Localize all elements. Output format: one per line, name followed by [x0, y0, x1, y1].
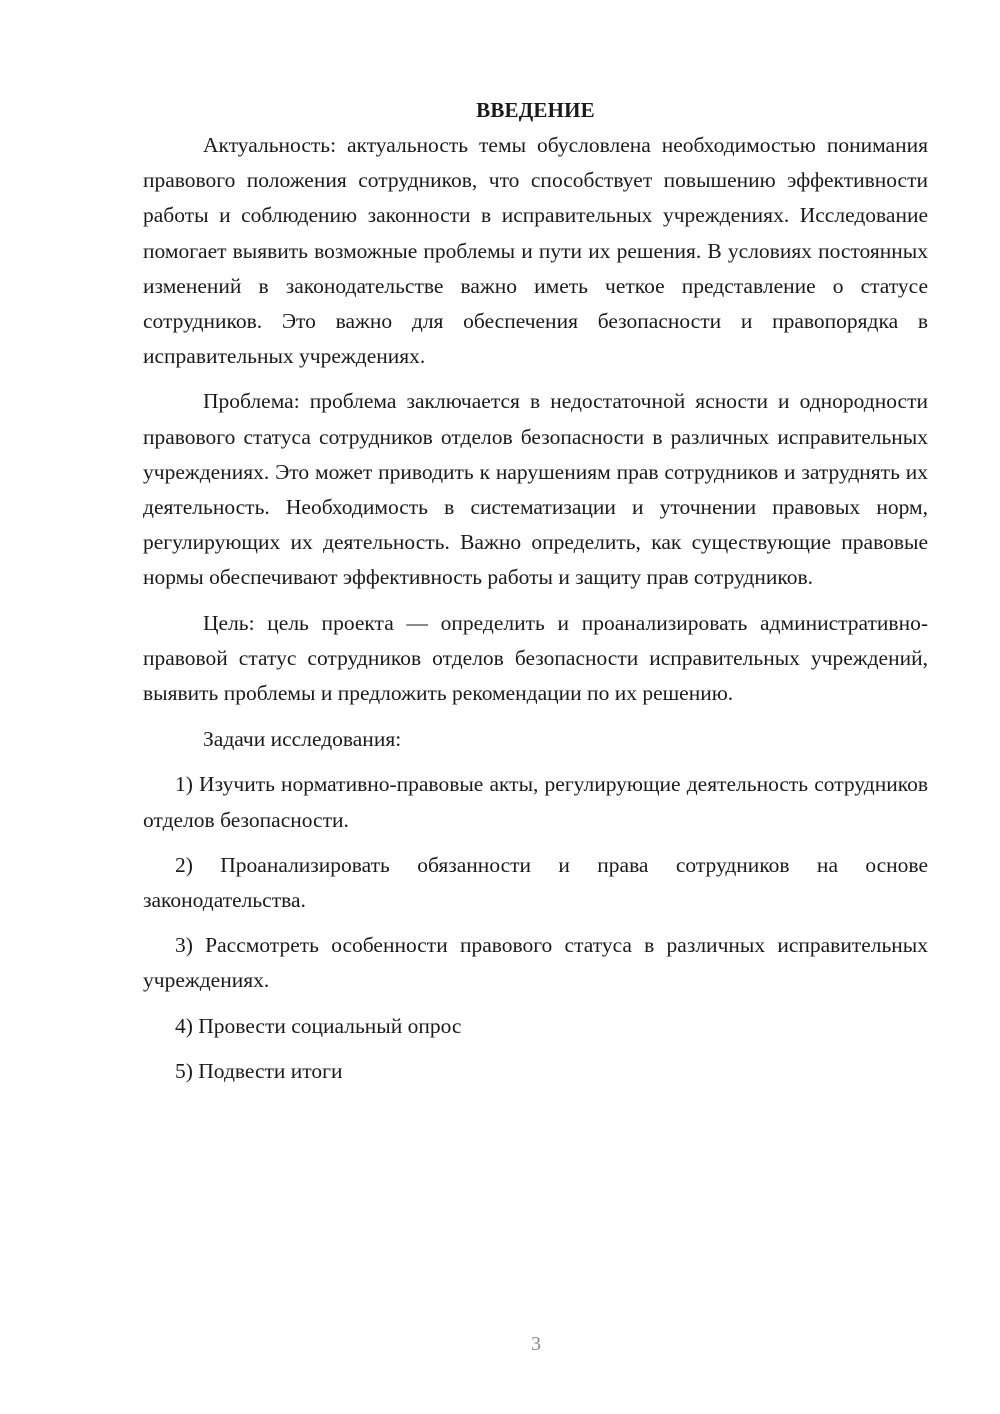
paragraph-goal: Цель: цель проекта — определить и проанализировать административно-правовой статус сотрудников отделов безопасности исправительных учреждений, выявить проблемы и предложить рекомендации по их решению. — [143, 610, 928, 706]
task-item-3: 3) Рассмотреть особенности правового статуса в различных исправительных учреждениях. — [143, 933, 928, 993]
paragraph-relevance: Актуальность: актуальность темы обусловлена необходимостью понимания правового положения сотрудников, что способствует повышению эффективности работы и соблюдению законности в исправительных учреждениях. Исследование помогает выявить возможные проблемы и пути их решения. В условиях постоянных изменений в законодательстве важно иметь четкое представление о статусе сотрудников. Это важно для обеспечения безопасности и правопорядка в исправительных учреждениях. — [143, 133, 928, 369]
page-content — [143, 93, 928, 1089]
task-item-2: 2) Проанализировать обязанности и права сотрудников на основе законодательства. — [143, 852, 928, 913]
page-number: 3 — [531, 1333, 541, 1355]
task-item-4: 4) Провести социальный опрос — [175, 1013, 462, 1038]
task-item-1: 1) Изучить нормативно-правовые акты, регулирующие деятельность сотрудников отделов безопасности. — [143, 772, 928, 832]
tasks-heading: Задачи исследования: — [203, 727, 402, 752]
paragraph-problem: Проблема: проблема заключается в недостаточной ясности и однородности правового статуса сотрудников отделов безопасности в различных исправительных учреждениях. Это может приводить к нарушениям прав сотрудников и затруднять их деятельность. Необходимость в систематизации и уточнении правовых норм, регулирующих их деятельность. Важно определить, как существующие правовые нормы обеспечивают эффективность работы и защиту прав сотрудников. — [143, 389, 928, 590]
section-title: ВВЕДЕНИЕ — [476, 98, 595, 122]
task-item-5: 5) Подвести итоги — [175, 1058, 343, 1083]
